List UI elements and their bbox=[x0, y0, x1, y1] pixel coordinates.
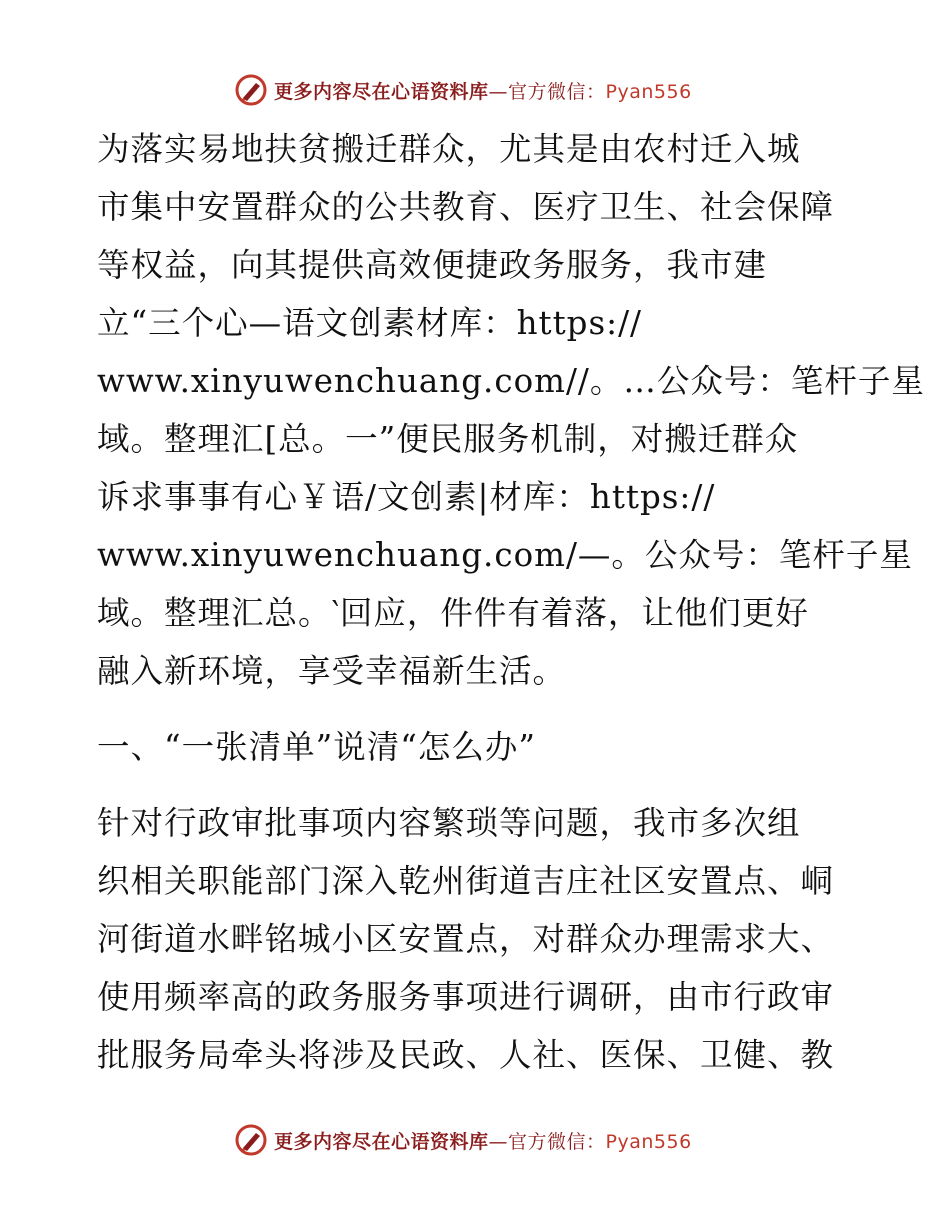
watermark-wechat-label: 官方微信： bbox=[508, 1130, 606, 1153]
text-line: 域。整理汇[总。一”便民服务机制，对搬迁群众 bbox=[97, 420, 799, 458]
watermark-wechat-label: 官方微信： bbox=[508, 80, 606, 103]
text-line: 融入新环境，享受幸福新生活。 bbox=[97, 652, 567, 690]
watermark-footer bbox=[234, 1122, 692, 1158]
text-line: 立“三个心—语文创素材库：https:// bbox=[97, 304, 642, 342]
watermark-site: 更多内容尽在心语资料库 bbox=[274, 80, 489, 103]
text-line: 市集中安置群众的公共教育、医疗卫生、社会保障 bbox=[97, 188, 835, 226]
text-line: www.xinyuwenchuang.com/—。公众号：笔杆子星 bbox=[97, 536, 913, 574]
text-line: www.xinyuwenchuang.com//。…公众号：笔杆子星 bbox=[97, 362, 925, 400]
watermark-site: 更多内容尽在心语资料库 bbox=[274, 1130, 489, 1153]
text-line: 使用频率高的政务服务事项进行调研，由市行政审 bbox=[97, 978, 835, 1016]
text-line: 诉求事事有心￥语/文创素|材库：https:// bbox=[97, 478, 716, 516]
watermark-text bbox=[274, 1127, 692, 1154]
spacer bbox=[97, 778, 857, 794]
document-body bbox=[97, 120, 925, 1084]
watermark-dash: — bbox=[488, 1130, 509, 1153]
watermark-header bbox=[234, 72, 692, 108]
pen-logo-icon bbox=[234, 73, 268, 107]
text-line: 批服务局牵头将涉及民政、人社、医保、卫健、教 bbox=[97, 1036, 835, 1074]
text-line: 域。整理汇总。‵回应，件件有着落，让他们更好 bbox=[97, 594, 809, 632]
watermark-wechat-id: Pyan556 bbox=[605, 80, 692, 103]
text-line: 河街道水畔铭城小区安置点，对群众办理需求大、 bbox=[97, 920, 835, 958]
text-line: 织相关职能部门深入乾州街道吉庄社区安置点、峒 bbox=[97, 862, 835, 900]
section-heading: 一、“一张清单”说清“怎么办” bbox=[97, 728, 536, 766]
text-line: 等权益，向其提供高效便捷政务服务，我市建 bbox=[97, 246, 768, 284]
watermark-wechat-id: Pyan556 bbox=[605, 1130, 692, 1153]
paragraph-2 bbox=[97, 794, 857, 1084]
pen-logo-icon bbox=[234, 1123, 268, 1157]
spacer bbox=[97, 700, 857, 716]
paragraph-1 bbox=[97, 120, 925, 700]
watermark-dash: — bbox=[488, 80, 509, 103]
text-line: 为落实易地扶贫搬迁群众，尤其是由农村迁入城 bbox=[97, 130, 801, 168]
text-line: 针对行政审批事项内容繁琐等问题，我市多次组 bbox=[97, 804, 801, 842]
watermark-text bbox=[274, 77, 692, 104]
